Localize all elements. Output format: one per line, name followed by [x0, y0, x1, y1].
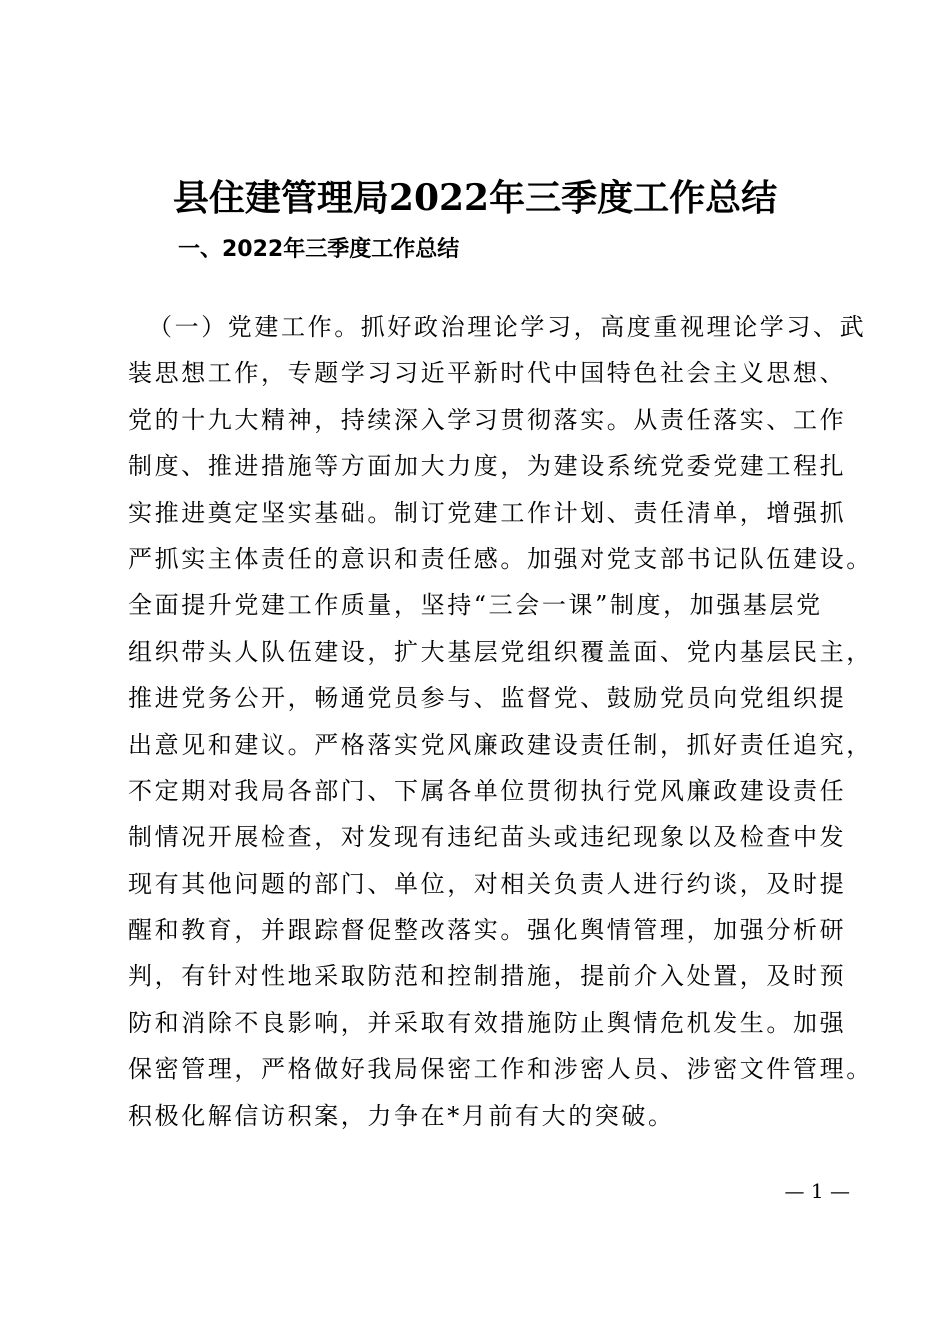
paragraph-line: 出意见和建议。严格落实党风廉政建设责任制，抓好责任追究，	[128, 730, 873, 759]
paragraph-line: 积极化解信访积案，力争在*月前有大的突破。	[128, 1101, 675, 1130]
paragraph-line: 保密管理，严格做好我局保密工作和涉密人员、涉密文件管理。	[128, 1055, 873, 1084]
paragraph-line: 全面提升党建工作质量，坚持“三会一课”制度，加强基层党	[128, 591, 823, 620]
paragraph-line: 现有其他问题的部门、单位，对相关负责人进行约谈，及时提	[128, 869, 847, 898]
paragraph-line: 不定期对我局各部门、下属各单位贯彻执行党风廉政建设责任	[128, 776, 847, 805]
paragraph-line: 醒和教育，并跟踪督促整改落实。强化舆情管理，加强分析研	[128, 916, 847, 945]
paragraph-line: 推进党务公开，畅通党员参与、监督党、鼓励党员向党组织提	[128, 684, 847, 713]
paragraph-line: 制度、推进措施等方面加大力度，为建设系统党委党建工程扎	[128, 452, 847, 481]
paragraph-line: 实推进奠定坚实基础。制订党建工作计划、责任清单，增强抓	[128, 498, 847, 527]
body-paragraph	[128, 304, 873, 1139]
paragraph-line: 装思想工作，专题学习习近平新时代中国特色社会主义思想、	[128, 359, 847, 388]
paragraph-line: 判，有针对性地采取防范和控制措施，提前介入处置，及时预	[128, 962, 847, 991]
paragraph-line: 党的十九大精神，持续深入学习贯彻落实。从责任落实、工作	[128, 405, 847, 434]
paragraph-line: 组织带头人队伍建设，扩大基层党组织覆盖面、党内基层民主，	[128, 637, 873, 666]
paragraph-line: 制情况开展检查，对发现有违纪苗头或违纪现象以及检查中发	[128, 823, 847, 852]
document-title: 县住建管理局2022年三季度工作总结	[172, 177, 778, 219]
section-heading: 一、2022年三季度工作总结	[178, 237, 460, 262]
paragraph-line: （一）党建工作。抓好政治理论学习，高度重视理论学习、武	[148, 313, 867, 341]
paragraph-line: 防和消除不良影响，并采取有效措施防止舆情危机发生。加强	[128, 1008, 847, 1037]
page-number: — 1 —	[784, 1179, 850, 1203]
paragraph-line: 严抓实主体责任的意识和责任感。加强对党支部书记队伍建设。	[128, 544, 873, 573]
